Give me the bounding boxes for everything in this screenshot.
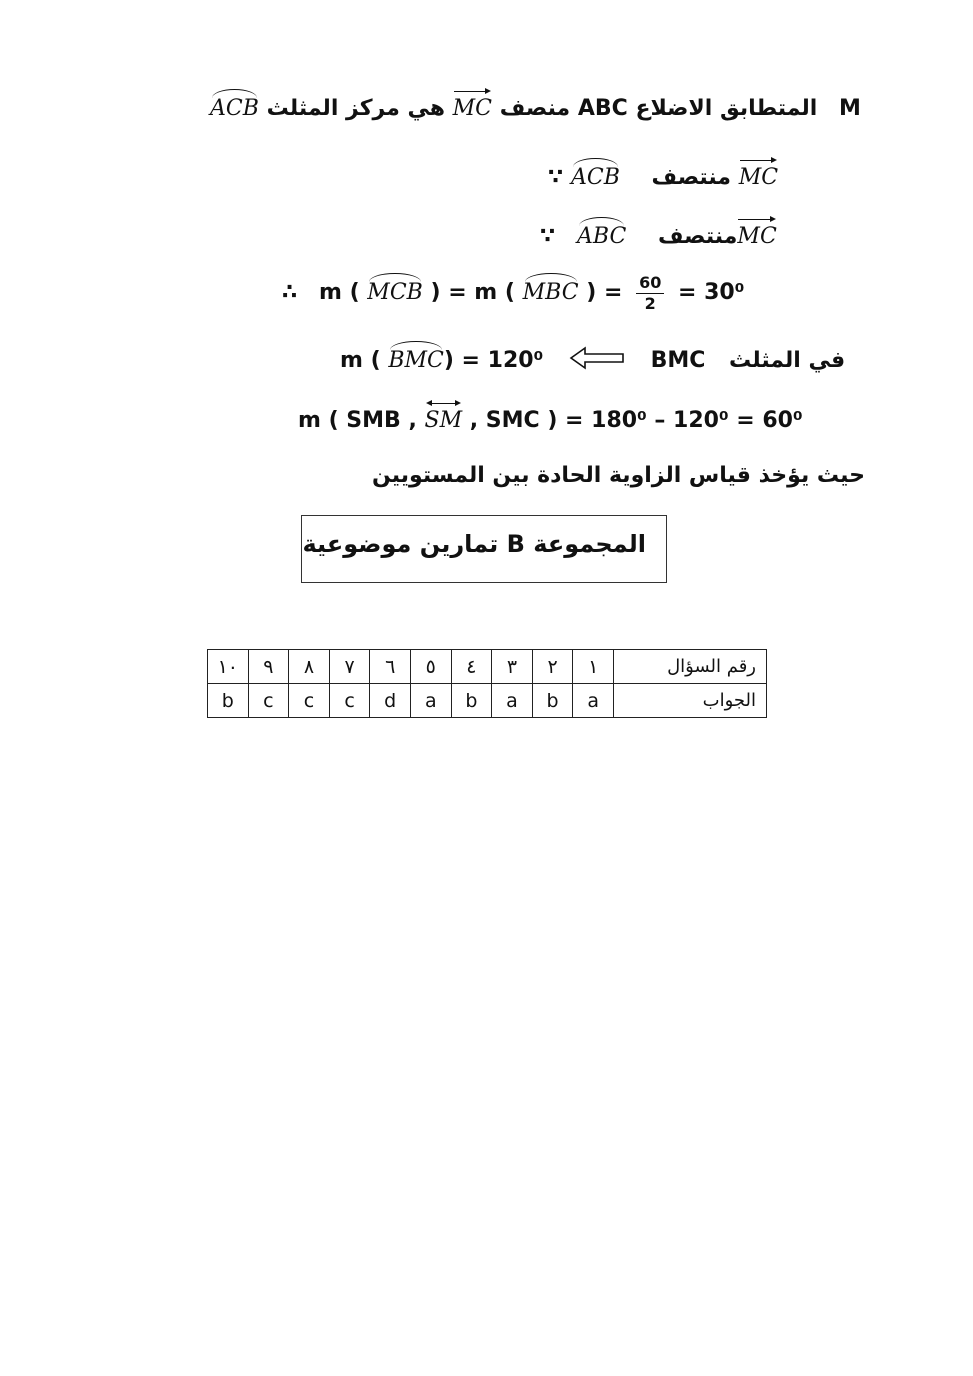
line-6: [298, 400, 803, 433]
angle-start: m ( SMB ,: [298, 408, 417, 433]
ray-mc-symbol: MC: [737, 216, 776, 249]
angle-end: , SMC ) = 180⁰ – 120⁰ = 60⁰: [469, 408, 803, 433]
result-30: = 30⁰: [678, 280, 745, 305]
table-row-numbers: [208, 650, 767, 684]
arc-mcb-symbol: MCB: [367, 272, 423, 305]
in-triangle-word: في المثلث: [729, 348, 846, 373]
answer-cell: a: [492, 684, 533, 718]
number-cell: ١: [573, 650, 614, 684]
ray-mc-symbol: MC: [453, 88, 492, 121]
line-4: [282, 272, 744, 314]
number-cell: ١٠: [208, 650, 249, 684]
number-cell: ٧: [329, 650, 370, 684]
because-symbol: ∵: [548, 165, 564, 190]
line-1: [210, 88, 861, 121]
arc-mbc-symbol: MBC: [523, 272, 579, 305]
therefore-symbol: ∴: [282, 280, 298, 305]
number-cell: ٥: [410, 650, 451, 684]
answer-cell: b: [532, 684, 573, 718]
fraction: [636, 273, 664, 314]
answer-cell: c: [248, 684, 289, 718]
left-arrow-icon: [569, 346, 625, 376]
measure-close-2: ) =: [586, 280, 623, 305]
answer-cell: b: [208, 684, 249, 718]
line-7: [372, 463, 865, 488]
acute-angle-note: حيث يؤخذ قياس الزاوية الحادة بين المستويين: [372, 463, 865, 488]
because-symbol: ∵: [540, 224, 556, 249]
question-number-header: رقم السؤال: [614, 650, 767, 684]
measure-open: m (: [340, 348, 381, 373]
number-cell: ٣: [492, 650, 533, 684]
measure-close-1: ) = m (: [430, 280, 515, 305]
arc-abc-symbol: ABC: [577, 216, 626, 249]
arc-acb-symbol: ACB: [571, 157, 620, 190]
measure-open-1: m (: [318, 280, 360, 305]
midpoint-word: منتصف: [657, 224, 738, 249]
ray-mc-symbol: MC: [739, 157, 778, 190]
point-m-label: M: [839, 96, 861, 121]
line-sm-symbol: [425, 400, 463, 433]
line-5: [340, 340, 845, 376]
answer-cell: c: [329, 684, 370, 718]
table-row-answers: [208, 684, 767, 718]
bisects-word: منصف: [499, 96, 571, 121]
answer-cell: a: [573, 684, 614, 718]
fraction-denominator: 2: [644, 293, 656, 313]
number-cell: ٨: [289, 650, 330, 684]
line-3: [540, 216, 777, 249]
section-box: [301, 515, 667, 583]
triangle-bmc-label: BMC: [650, 348, 706, 373]
number-cell: ٢: [532, 650, 573, 684]
answer-cell: d: [370, 684, 411, 718]
line-1-text: هي مركز المثلث ABC المتطابق الاضلاع: [266, 96, 818, 121]
line-2: [548, 157, 778, 190]
arc-acb-symbol: ACB: [210, 88, 259, 121]
section-title: المجموعة B تمارين موضوعية: [302, 530, 646, 558]
result-120: ) = 120⁰: [443, 348, 544, 373]
fraction-numerator: 60: [636, 273, 664, 294]
line-sm-text: SM: [424, 408, 463, 433]
number-cell: ٤: [451, 650, 492, 684]
answer-header: الجواب: [614, 684, 767, 718]
number-cell: ٩: [248, 650, 289, 684]
answer-cell: b: [451, 684, 492, 718]
midpoint-word: منتصف: [651, 165, 732, 190]
number-cell: ٦: [370, 650, 411, 684]
answer-cell: c: [289, 684, 330, 718]
answer-table: [207, 649, 767, 718]
answer-cell: a: [410, 684, 451, 718]
arc-bmc-symbol: BMC: [388, 340, 444, 373]
